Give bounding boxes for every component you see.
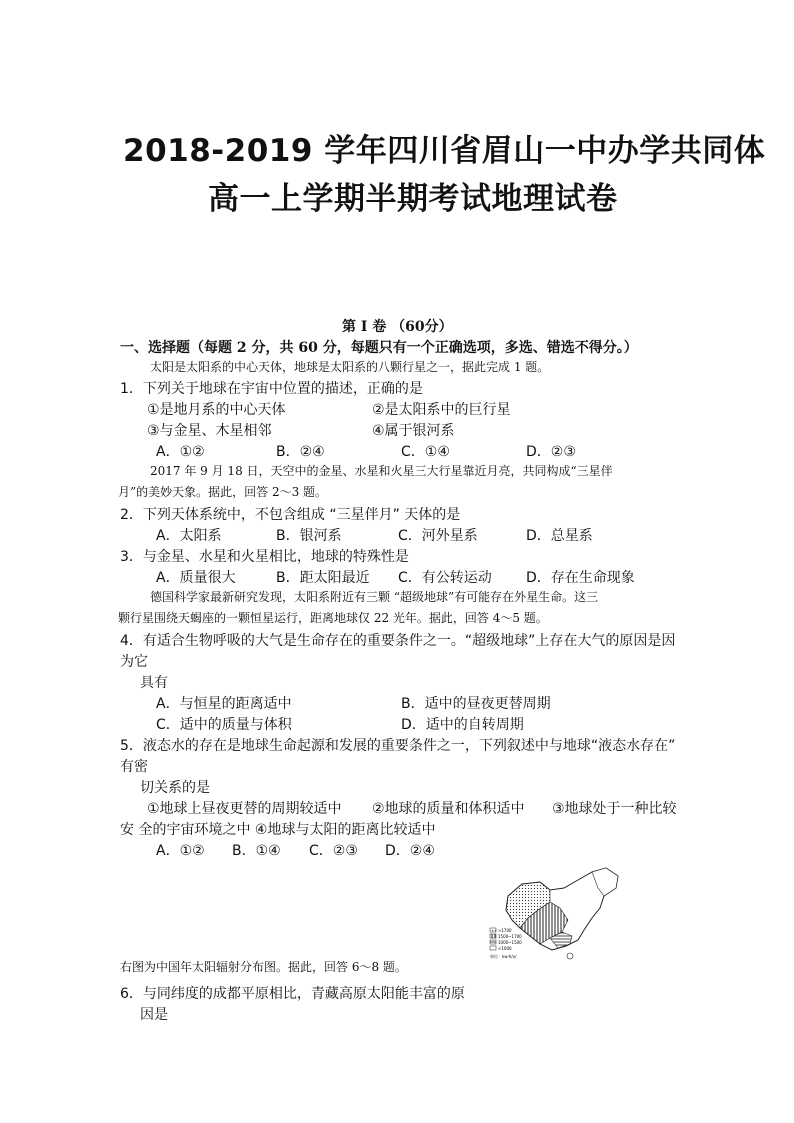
q6-stem-line-2: 因是 <box>140 1007 168 1023</box>
legend-label-2: 1500~1700 <box>498 934 522 939</box>
volume-header: 第 I 卷 （60分） <box>342 319 453 335</box>
china-map-graphic <box>488 866 634 962</box>
q2-stem: 2．下列天体系统中，不包含组成 “三星伴月” 天体的是 <box>120 507 461 523</box>
q5-stem-line-3: 切关系的是 <box>140 780 210 796</box>
q4-option-c: C．适中的质量与体积 <box>156 717 292 733</box>
q4-stem-line-3: 具有 <box>140 675 168 691</box>
q2-option-d: D．总星系 <box>526 528 593 544</box>
q5-stem-line-2: 有密 <box>120 759 148 775</box>
q3-option-c: C．有公转运动 <box>398 570 492 586</box>
q1-statement-3: ③与金星、木星相邻 <box>147 423 272 439</box>
intro-q6: 右图为中国年太阳辐射分布图。据此，回答 6～8 题。 <box>120 960 407 974</box>
q1-stem: 1．下列关于地球在宇宙中位置的描述，正确的是 <box>120 381 423 397</box>
q1-option-c: C．①④ <box>401 444 450 460</box>
legend-label-4: <1000 <box>498 946 512 951</box>
q2-option-b: B．银河系 <box>276 528 342 544</box>
legend-label-1: >1700 <box>498 928 512 933</box>
q5-option-d: D．②④ <box>385 843 435 859</box>
q4-option-b: B．适中的昼夜更替周期 <box>401 696 551 712</box>
q5-statement-2: ②地球的质量和体积适中 <box>372 801 525 817</box>
q3-stem: 3．与金星、水星和火星相比，地球的特殊性是 <box>120 549 409 565</box>
intro-q4-line-2: 颗行星围绕天蝎座的一颗恒星运行，距离地球仅 22 光年。据此，回答 4～5 题。 <box>118 611 548 625</box>
q1-option-a: A．①② <box>156 444 205 460</box>
q3-option-a: A．质量很大 <box>156 570 236 586</box>
q1-option-b: B．②④ <box>276 444 325 460</box>
q5-option-c: C．②③ <box>309 843 358 859</box>
q3-option-b: B．距太阳最近 <box>276 570 370 586</box>
q1-statement-4: ④属于银河系 <box>372 423 455 439</box>
q5-statement-1: ①地球上昼夜更替的周期较适中 <box>147 801 342 817</box>
q5-statement-3: ③地球处于一种比较 <box>552 801 677 817</box>
q5-statement-3-cont: 安 全的宇宙环境之中 ④地球与太阳的距离比较适中 <box>120 822 436 838</box>
q5-option-b: B．①④ <box>232 843 281 859</box>
q4-stem-line-2: 为它 <box>120 654 148 670</box>
q3-option-d: D．存在生命现象 <box>526 570 635 586</box>
section-header: 一、选择题（每题 2 分，共 60 分，每题只有一个正确选项，多选、错选不得分。） <box>120 340 638 356</box>
q5-stem-line-1: 5．液态水的存在是地球生命起源和发展的重要条件之一，下列叙述中与地球“液态水存在” <box>120 738 676 754</box>
title-line-1: 2018-2019 学年四川省眉山一中办学共同体 <box>123 133 766 169</box>
q4-option-d: D．适中的自转周期 <box>401 717 524 733</box>
intro-q1: 太阳是太阳系的中心天体，地球是太阳系的八颗行星之一，据此完成 1 题。 <box>150 360 550 374</box>
q5-option-a: A．①② <box>156 843 205 859</box>
legend-label-3: 1000~1500 <box>498 940 522 945</box>
intro-q4-line-1: 德国科学家最新研究发现，太阳系附近有三颗 “超级地球”有可能存在外星生命。这三 <box>150 590 599 604</box>
intro-q2-line-1: 2017 年 9 月 18 日，天空中的金星、水星和火星三大行星靠近月亮，共同构成“三星伴 <box>150 464 613 478</box>
intro-q2-line-2: 月”的美妙天象。据此，回答 2～3 题。 <box>118 485 328 499</box>
q2-option-c: C．河外星系 <box>398 528 478 544</box>
q2-option-a: A．太阳系 <box>156 528 222 544</box>
q6-stem-line-1: 6．与同纬度的成都平原相比，青藏高原太阳能丰富的原 <box>120 986 465 1002</box>
q1-statement-1: ①是地月系的中心天体 <box>147 402 286 418</box>
q1-option-d: D．②③ <box>526 444 576 460</box>
q4-stem-line-1: 4．有适合生物呼吸的大气是生命存在的重要条件之一。“超级地球”上存在大气的原因是因 <box>120 633 676 649</box>
solar-radiation-map <box>488 866 634 962</box>
q1-statement-2: ②是太阳系中的巨行星 <box>372 402 511 418</box>
q4-option-a: A．与恒星的距离适中 <box>156 696 292 712</box>
title-line-2: 高一上学期半期考试地理试卷 <box>208 181 618 217</box>
legend-unit: 单位：kw·h/㎡ <box>490 954 517 959</box>
